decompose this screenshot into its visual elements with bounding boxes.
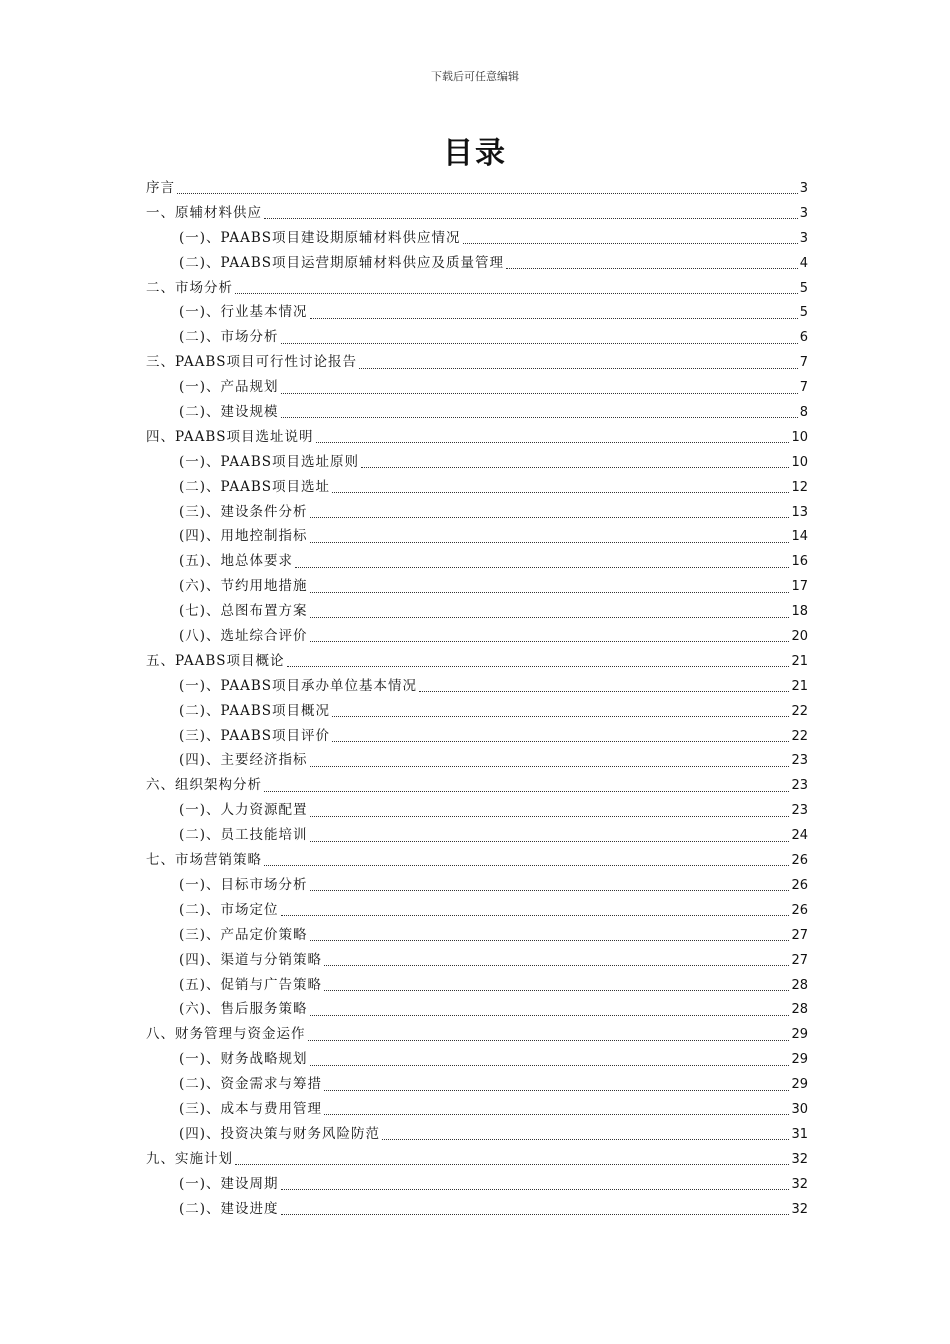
toc-entry[interactable] — [146, 973, 808, 998]
toc-entry-label: (二)、建设进度 — [179, 1200, 279, 1217]
toc-entry[interactable] — [146, 300, 808, 325]
toc-entry-label: (六)、售后服务策略 — [179, 1001, 308, 1018]
toc-entry-page: 28 — [791, 1002, 808, 1018]
toc-entry[interactable] — [146, 773, 808, 798]
toc-entry-page: 26 — [791, 902, 808, 918]
toc-leader-dots — [324, 1113, 789, 1115]
toc-entry-label: (二)、PAABS项目选址 — [179, 478, 331, 495]
toc-entry-page: 17 — [791, 579, 808, 595]
toc-leader-dots — [310, 516, 790, 518]
toc-leader-dots — [324, 964, 789, 966]
toc-entry-label: (三)、建设条件分析 — [179, 503, 308, 520]
toc-leader-dots — [308, 1039, 790, 1041]
toc-entry[interactable] — [146, 226, 808, 251]
toc-entry-page: 26 — [791, 853, 808, 869]
toc-entry-label: (四)、主要经济指标 — [179, 752, 308, 769]
toc-entry-label: (一)、产品规划 — [179, 379, 279, 396]
toc-entry-page: 28 — [791, 977, 808, 993]
toc-entry-label: (二)、市场定位 — [179, 901, 279, 918]
toc-leader-dots — [324, 989, 789, 991]
toc-leader-dots — [264, 790, 789, 792]
toc-entry-label: 一、原辅材料供应 — [146, 204, 262, 221]
toc-entry[interactable] — [146, 276, 808, 301]
toc-leader-dots — [332, 491, 789, 493]
toc-entry-label: (二)、资金需求与筹措 — [179, 1076, 323, 1093]
toc-entry[interactable] — [146, 549, 808, 574]
toc-entry-label: (四)、渠道与分销策略 — [179, 951, 323, 968]
toc-entry[interactable] — [146, 848, 808, 873]
toc-leader-dots — [310, 840, 790, 842]
toc-entry-page: 22 — [791, 728, 808, 744]
toc-entry-label: 六、组织架构分析 — [146, 777, 262, 794]
toc-entry-page: 14 — [791, 529, 808, 545]
toc-entry-label: (一)、目标市场分析 — [179, 876, 308, 893]
toc-entry-label: (二)、员工技能培训 — [179, 827, 308, 844]
toc-entry-label: (一)、PAABS项目承办单位基本情况 — [179, 677, 418, 694]
toc-entry-page: 21 — [791, 678, 808, 694]
toc-entry[interactable] — [146, 1197, 808, 1222]
header-note: 下载后可任意编辑 — [431, 70, 519, 83]
toc-entry-label: (一)、人力资源配置 — [179, 802, 308, 819]
toc-entry-page: 20 — [791, 629, 808, 645]
toc-entry[interactable] — [146, 350, 808, 375]
toc-entry-label: (一)、行业基本情况 — [179, 304, 308, 321]
toc-title: 目录 — [443, 136, 507, 171]
toc-entry-page: 31 — [791, 1126, 808, 1142]
toc-entry-label: (五)、促销与广告策略 — [179, 976, 323, 993]
toc-leader-dots — [316, 441, 790, 443]
toc-entry-label: (二)、市场分析 — [179, 329, 279, 346]
toc-entry-page: 27 — [791, 952, 808, 968]
toc-entry-page: 27 — [791, 927, 808, 943]
toc-leader-dots — [324, 1089, 789, 1091]
toc-leader-dots — [177, 192, 798, 194]
toc-leader-dots — [310, 889, 790, 891]
toc-entry-label: (四)、用地控制指标 — [179, 528, 308, 545]
toc-entry-label: 七、市场营销策略 — [146, 852, 262, 869]
toc-entry[interactable] — [146, 873, 808, 898]
table-of-contents — [146, 176, 808, 1221]
toc-entry[interactable] — [146, 1172, 808, 1197]
toc-leader-dots — [332, 740, 789, 742]
toc-entry[interactable] — [146, 923, 808, 948]
toc-entry-page: 4 — [799, 255, 808, 271]
toc-entry[interactable] — [146, 500, 808, 525]
toc-entry[interactable] — [146, 948, 808, 973]
toc-leader-dots — [310, 815, 790, 817]
toc-entry[interactable] — [146, 798, 808, 823]
toc-entry-page: 23 — [791, 803, 808, 819]
toc-entry[interactable] — [146, 251, 808, 276]
toc-entry-page: 23 — [791, 753, 808, 769]
toc-entry[interactable] — [146, 823, 808, 848]
toc-entry[interactable] — [146, 674, 808, 699]
toc-entry-label: (二)、PAABS项目概况 — [179, 702, 331, 719]
toc-entry-page: 29 — [791, 1052, 808, 1068]
toc-leader-dots — [264, 217, 798, 219]
toc-entry-label: 三、PAABS项目可行性讨论报告 — [146, 354, 358, 371]
toc-entry-label: (六)、节约用地措施 — [179, 578, 308, 595]
toc-entry-page: 8 — [799, 405, 808, 421]
toc-entry[interactable] — [146, 1072, 808, 1097]
toc-entry-label: (三)、成本与费用管理 — [179, 1100, 323, 1117]
toc-entry-page: 13 — [791, 504, 808, 520]
toc-entry-page: 22 — [791, 703, 808, 719]
toc-entry[interactable] — [146, 898, 808, 923]
toc-entry-page: 3 — [799, 181, 808, 196]
toc-entry[interactable] — [146, 201, 808, 226]
toc-entry-page: 7 — [799, 380, 808, 396]
toc-entry[interactable] — [146, 748, 808, 773]
toc-entry[interactable] — [146, 475, 808, 500]
toc-leader-dots — [310, 616, 790, 618]
toc-leader-dots — [310, 317, 798, 319]
toc-entry[interactable] — [146, 1022, 808, 1047]
toc-leader-dots — [463, 242, 798, 244]
toc-entry[interactable] — [146, 400, 808, 425]
toc-entry-page: 10 — [791, 454, 808, 470]
toc-entry-page: 7 — [799, 355, 808, 371]
toc-entry-page: 3 — [799, 230, 808, 246]
toc-leader-dots — [295, 566, 789, 568]
toc-entry-page: 24 — [791, 828, 808, 844]
toc-entry-label: (四)、投资决策与财务风险防范 — [179, 1125, 381, 1142]
toc-leader-dots — [281, 914, 790, 916]
toc-entry-label: (三)、PAABS项目评价 — [179, 727, 331, 744]
toc-entry-page: 32 — [791, 1176, 808, 1192]
toc-entry-page: 32 — [791, 1201, 808, 1217]
toc-leader-dots — [281, 342, 798, 344]
toc-entry-label: (八)、选址综合评价 — [179, 628, 308, 645]
toc-entry-page: 23 — [791, 778, 808, 794]
toc-entry[interactable] — [146, 1122, 808, 1147]
toc-entry-label: (五)、地总体要求 — [179, 553, 294, 570]
toc-entry[interactable] — [146, 624, 808, 649]
toc-entry-page: 32 — [791, 1151, 808, 1167]
toc-entry-label: 四、PAABS项目选址说明 — [146, 428, 314, 445]
toc-leader-dots — [310, 765, 790, 767]
toc-entry[interactable] — [146, 699, 808, 724]
toc-entry-page: 5 — [799, 280, 808, 296]
toc-entry-label: 序言 — [146, 180, 175, 196]
toc-leader-dots — [361, 466, 789, 468]
toc-entry-label: (二)、PAABS项目运营期原辅材料供应及质量管理 — [179, 254, 505, 271]
toc-entry-label: (一)、财务战略规划 — [179, 1051, 308, 1068]
toc-leader-dots — [281, 392, 798, 394]
toc-leader-dots — [281, 1213, 790, 1215]
toc-entry-page: 29 — [791, 1077, 808, 1093]
toc-leader-dots — [310, 591, 790, 593]
toc-leader-dots — [310, 1014, 790, 1016]
toc-leader-dots — [281, 416, 798, 418]
toc-leader-dots — [287, 665, 790, 667]
toc-leader-dots — [281, 1188, 790, 1190]
toc-leader-dots — [264, 864, 789, 866]
toc-entry-page: 29 — [791, 1027, 808, 1043]
toc-entry-label: 二、市场分析 — [146, 279, 233, 296]
toc-entry-page: 30 — [791, 1101, 808, 1117]
toc-entry-label: (七)、总图布置方案 — [179, 603, 308, 620]
toc-entry[interactable] — [146, 574, 808, 599]
toc-entry[interactable] — [146, 176, 808, 201]
toc-entry[interactable] — [146, 524, 808, 549]
toc-leader-dots — [235, 292, 798, 294]
toc-leader-dots — [235, 1163, 789, 1165]
toc-entry-label: (一)、PAABS项目选址原则 — [179, 453, 360, 470]
toc-entry[interactable] — [146, 450, 808, 475]
toc-entry[interactable] — [146, 599, 808, 624]
toc-entry-page: 26 — [791, 877, 808, 893]
toc-entry-page: 12 — [791, 479, 808, 495]
toc-leader-dots — [359, 367, 798, 369]
toc-entry[interactable] — [146, 1047, 808, 1072]
toc-entry[interactable] — [146, 1147, 808, 1172]
toc-entry[interactable] — [146, 997, 808, 1022]
toc-entry-label: 九、实施计划 — [146, 1150, 233, 1167]
toc-leader-dots — [419, 690, 789, 692]
toc-entry-page: 10 — [791, 429, 808, 445]
toc-leader-dots — [506, 267, 798, 269]
toc-entry[interactable] — [146, 649, 808, 674]
toc-entry[interactable] — [146, 1097, 808, 1122]
toc-entry[interactable] — [146, 724, 808, 749]
toc-entry-page: 16 — [791, 554, 808, 570]
toc-entry-label: (二)、建设规模 — [179, 404, 279, 421]
toc-entry-page: 3 — [799, 205, 808, 221]
toc-entry-page: 18 — [791, 604, 808, 620]
toc-entry-label: (一)、PAABS项目建设期原辅材料供应情况 — [179, 229, 461, 246]
toc-entry[interactable] — [146, 325, 808, 350]
toc-leader-dots — [332, 715, 789, 717]
toc-leader-dots — [310, 939, 790, 941]
toc-leader-dots — [310, 541, 790, 543]
toc-entry-label: (一)、建设周期 — [179, 1175, 279, 1192]
toc-entry-page: 21 — [791, 653, 808, 669]
toc-entry-label: (三)、产品定价策略 — [179, 926, 308, 943]
toc-entry-page: 6 — [799, 330, 808, 346]
toc-entry[interactable] — [146, 425, 808, 450]
toc-leader-dots — [310, 640, 790, 642]
toc-entry-label: 五、PAABS项目概论 — [146, 652, 285, 669]
toc-leader-dots — [310, 1064, 790, 1066]
toc-entry-page: 5 — [799, 305, 808, 321]
toc-entry-label: 八、财务管理与资金运作 — [146, 1026, 306, 1043]
toc-leader-dots — [382, 1138, 789, 1140]
toc-entry[interactable] — [146, 375, 808, 400]
